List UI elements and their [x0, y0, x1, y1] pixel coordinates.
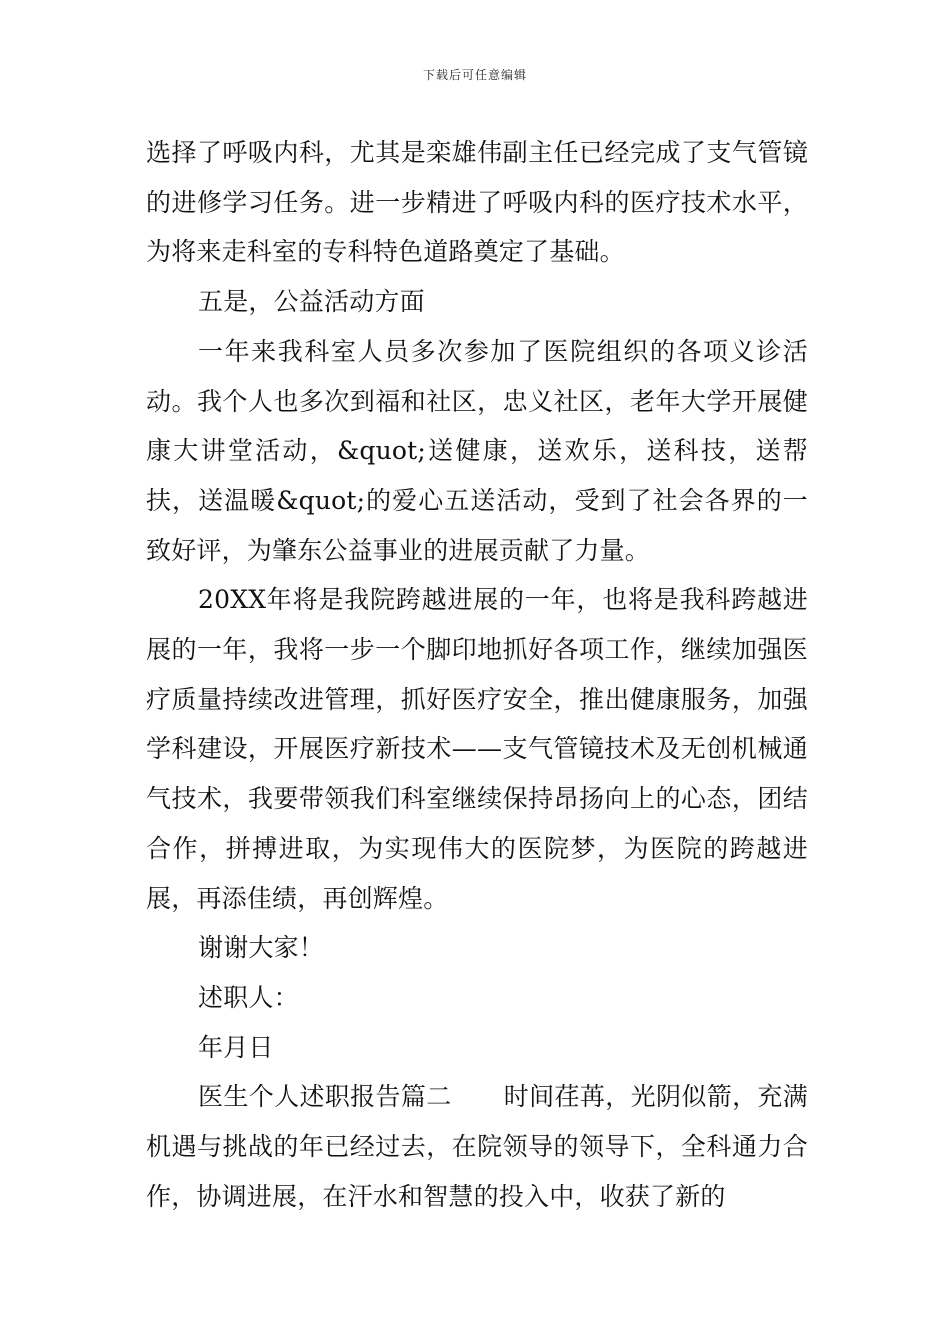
page-header: 下载后可任意编辑	[422, 68, 527, 82]
section-two-title: 医生个人述职报告篇二	[198, 1082, 452, 1112]
section-two-text: 时间荏苒，光阴似箭，充满机遇与挑战的年已经过去，在院领导的领导下，全科通力合作，协调进展，在汗水和智慧的投入中，收获了新的	[146, 1082, 808, 1211]
paragraph-section-heading: 五是，公益活动方面	[198, 287, 425, 317]
paragraph-continuation: 选择了呼吸内科，尤其是栾雄伟副主任已经完成了支气管镜的进修学习任务。进一步精进了呼吸内科的医疗技术水平，为将来走科室的专科特色道路奠定了基础。	[146, 138, 808, 267]
paragraph-public-welfare: 一年来我科室人员多次参加了医院组织的各项义诊活动。我个人也多次到福和社区，忠义社区，老年大学开展健康大讲堂活动，&quot;送健康，送欢乐，送科技，送帮扶，送温暖&quot;的爱心五送活动，受到了社会各界的一致好评，为肇东公益事业的进展贡献了力量。	[146, 336, 808, 565]
paragraph-thanks: 谢谢大家！	[198, 933, 325, 963]
paragraph-reporter: 述职人：	[198, 982, 299, 1012]
paragraph-date: 年月日	[198, 1032, 274, 1062]
paragraph-next-year-plan: 20XX年将是我院跨越进展的一年，也将是我科跨越进展的一年，我将一步一个脚印地抓好各项工作，继续加强医疗质量持续改进管理，抓好医疗安全，推出健康服务，加强学科建设，开展医疗新技术——支气管镜技术及无创机械通气技术，我要带领我们科室继续保持昂扬向上的心态，团结合作，拼搏进取，为实现伟大的医院梦，为医院的跨越进展，再添佳绩，再创辉煌。	[146, 585, 808, 913]
document-body	[146, 128, 808, 1221]
paragraph-section-two	[146, 1072, 808, 1221]
